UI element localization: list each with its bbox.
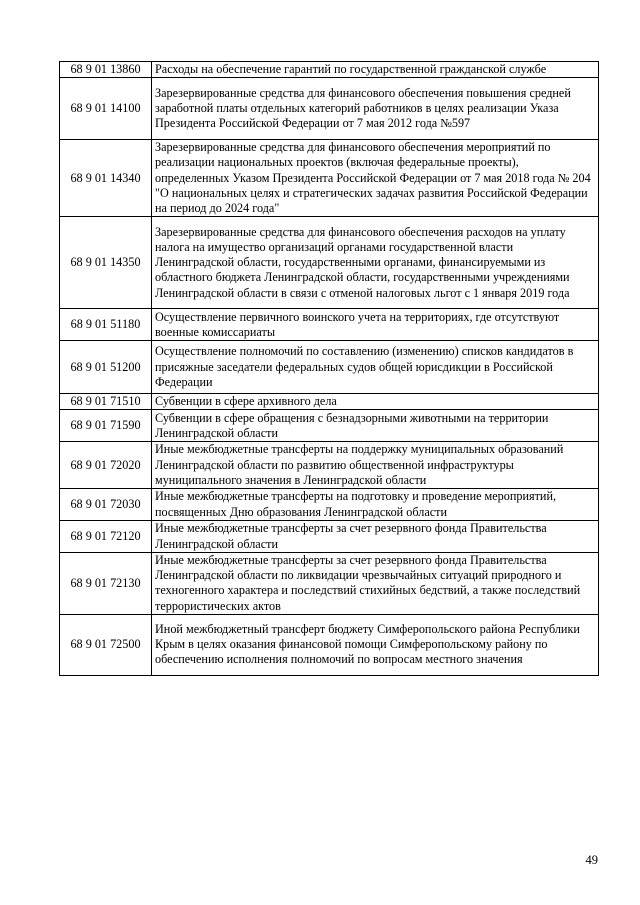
row-code: 68 9 01 72020 xyxy=(60,442,152,489)
row-description: Расходы на обеспечение гарантий по государственной гражданской службе xyxy=(152,62,599,78)
row-code: 68 9 01 72500 xyxy=(60,614,152,675)
row-description: Иные межбюджетные трансферты за счет резервного фонда Правительства Ленинградской области по ликвидации чрезвычайных ситуаций природного и техногенного характера и последствий стихийных бедствий, а также последствий террористических актов xyxy=(152,553,599,615)
row-description: Зарезервированные средства для финансового обеспечения расходов на уплату налога на имущество организаций органами государственной власти Ленинградской области, государственными органами, финансируемыми из областного бюджета Ленинградской области, государственными учреждениями Ленинградской области в связи с отменой налоговых льгот с 1 января 2019 года xyxy=(152,217,599,309)
row-description: Иные межбюджетные трансферты за счет резервного фонда Правительства Ленинградской области xyxy=(152,521,599,553)
row-code: 68 9 01 71510 xyxy=(60,394,152,410)
row-description: Субвенции в сфере архивного дела xyxy=(152,394,599,410)
table-row xyxy=(60,394,599,410)
row-description: Осуществление первичного воинского учета на территориях, где отсутствуют военные комиссариаты xyxy=(152,309,599,341)
row-code: 68 9 01 72120 xyxy=(60,521,152,553)
table-row xyxy=(60,217,599,309)
budget-codes-table xyxy=(59,61,599,676)
table-row xyxy=(60,614,599,675)
table-row xyxy=(60,78,599,140)
row-description: Зарезервированные средства для финансового обеспечения мероприятий по реализации национальных проектов (включая федеральные проекты), определенных Указом Президента Российской Федерации от 7 мая 2018 года № 204 "О национальных целях и стратегических задачах развития Российской Федерации на период до 2024 года" xyxy=(152,140,599,217)
table-row xyxy=(60,521,599,553)
row-description: Иные межбюджетные трансферты на подготовку и проведение мероприятий, посвященных Дню образования Ленинградской области xyxy=(152,489,599,521)
table-row xyxy=(60,341,599,394)
table-row xyxy=(60,62,599,78)
row-description: Иные межбюджетные трансферты на поддержку муниципальных образований Ленинградской области по развитию общественной инфраструктуры муниципального значения в Ленинградской области xyxy=(152,442,599,489)
table-row xyxy=(60,553,599,615)
row-code: 68 9 01 14100 xyxy=(60,78,152,140)
row-code: 68 9 01 51200 xyxy=(60,341,152,394)
row-description: Зарезервированные средства для финансового обеспечения повышения средней заработной платы отдельных категорий работников в целях реализации Указа Президента Российской Федерации от 7 мая 2012 года №597 xyxy=(152,78,599,140)
table-row xyxy=(60,489,599,521)
row-description: Осуществление полномочий по составлению (изменению) списков кандидатов в присяжные заседатели федеральных судов общей юрисдикции в Российской Федерации xyxy=(152,341,599,394)
table-row xyxy=(60,410,599,442)
page-number: 49 xyxy=(585,853,598,867)
row-code: 68 9 01 51180 xyxy=(60,309,152,341)
row-description: Иной межбюджетный трансферт бюджету Симферопольского района Республики Крым в целях оказания финансовой помощи Симферопольскому району по обеспечению исполнения полномочий по вопросам местного значения xyxy=(152,614,599,675)
row-code: 68 9 01 71590 xyxy=(60,410,152,442)
row-code: 68 9 01 72030 xyxy=(60,489,152,521)
row-code: 68 9 01 14350 xyxy=(60,217,152,309)
row-description: Субвенции в сфере обращения с безнадзорными животными на территории Ленинградской области xyxy=(152,410,599,442)
table-body xyxy=(60,62,599,676)
table-row xyxy=(60,140,599,217)
table-row xyxy=(60,309,599,341)
row-code: 68 9 01 13860 xyxy=(60,62,152,78)
table-row xyxy=(60,442,599,489)
row-code: 68 9 01 72130 xyxy=(60,553,152,615)
row-code: 68 9 01 14340 xyxy=(60,140,152,217)
